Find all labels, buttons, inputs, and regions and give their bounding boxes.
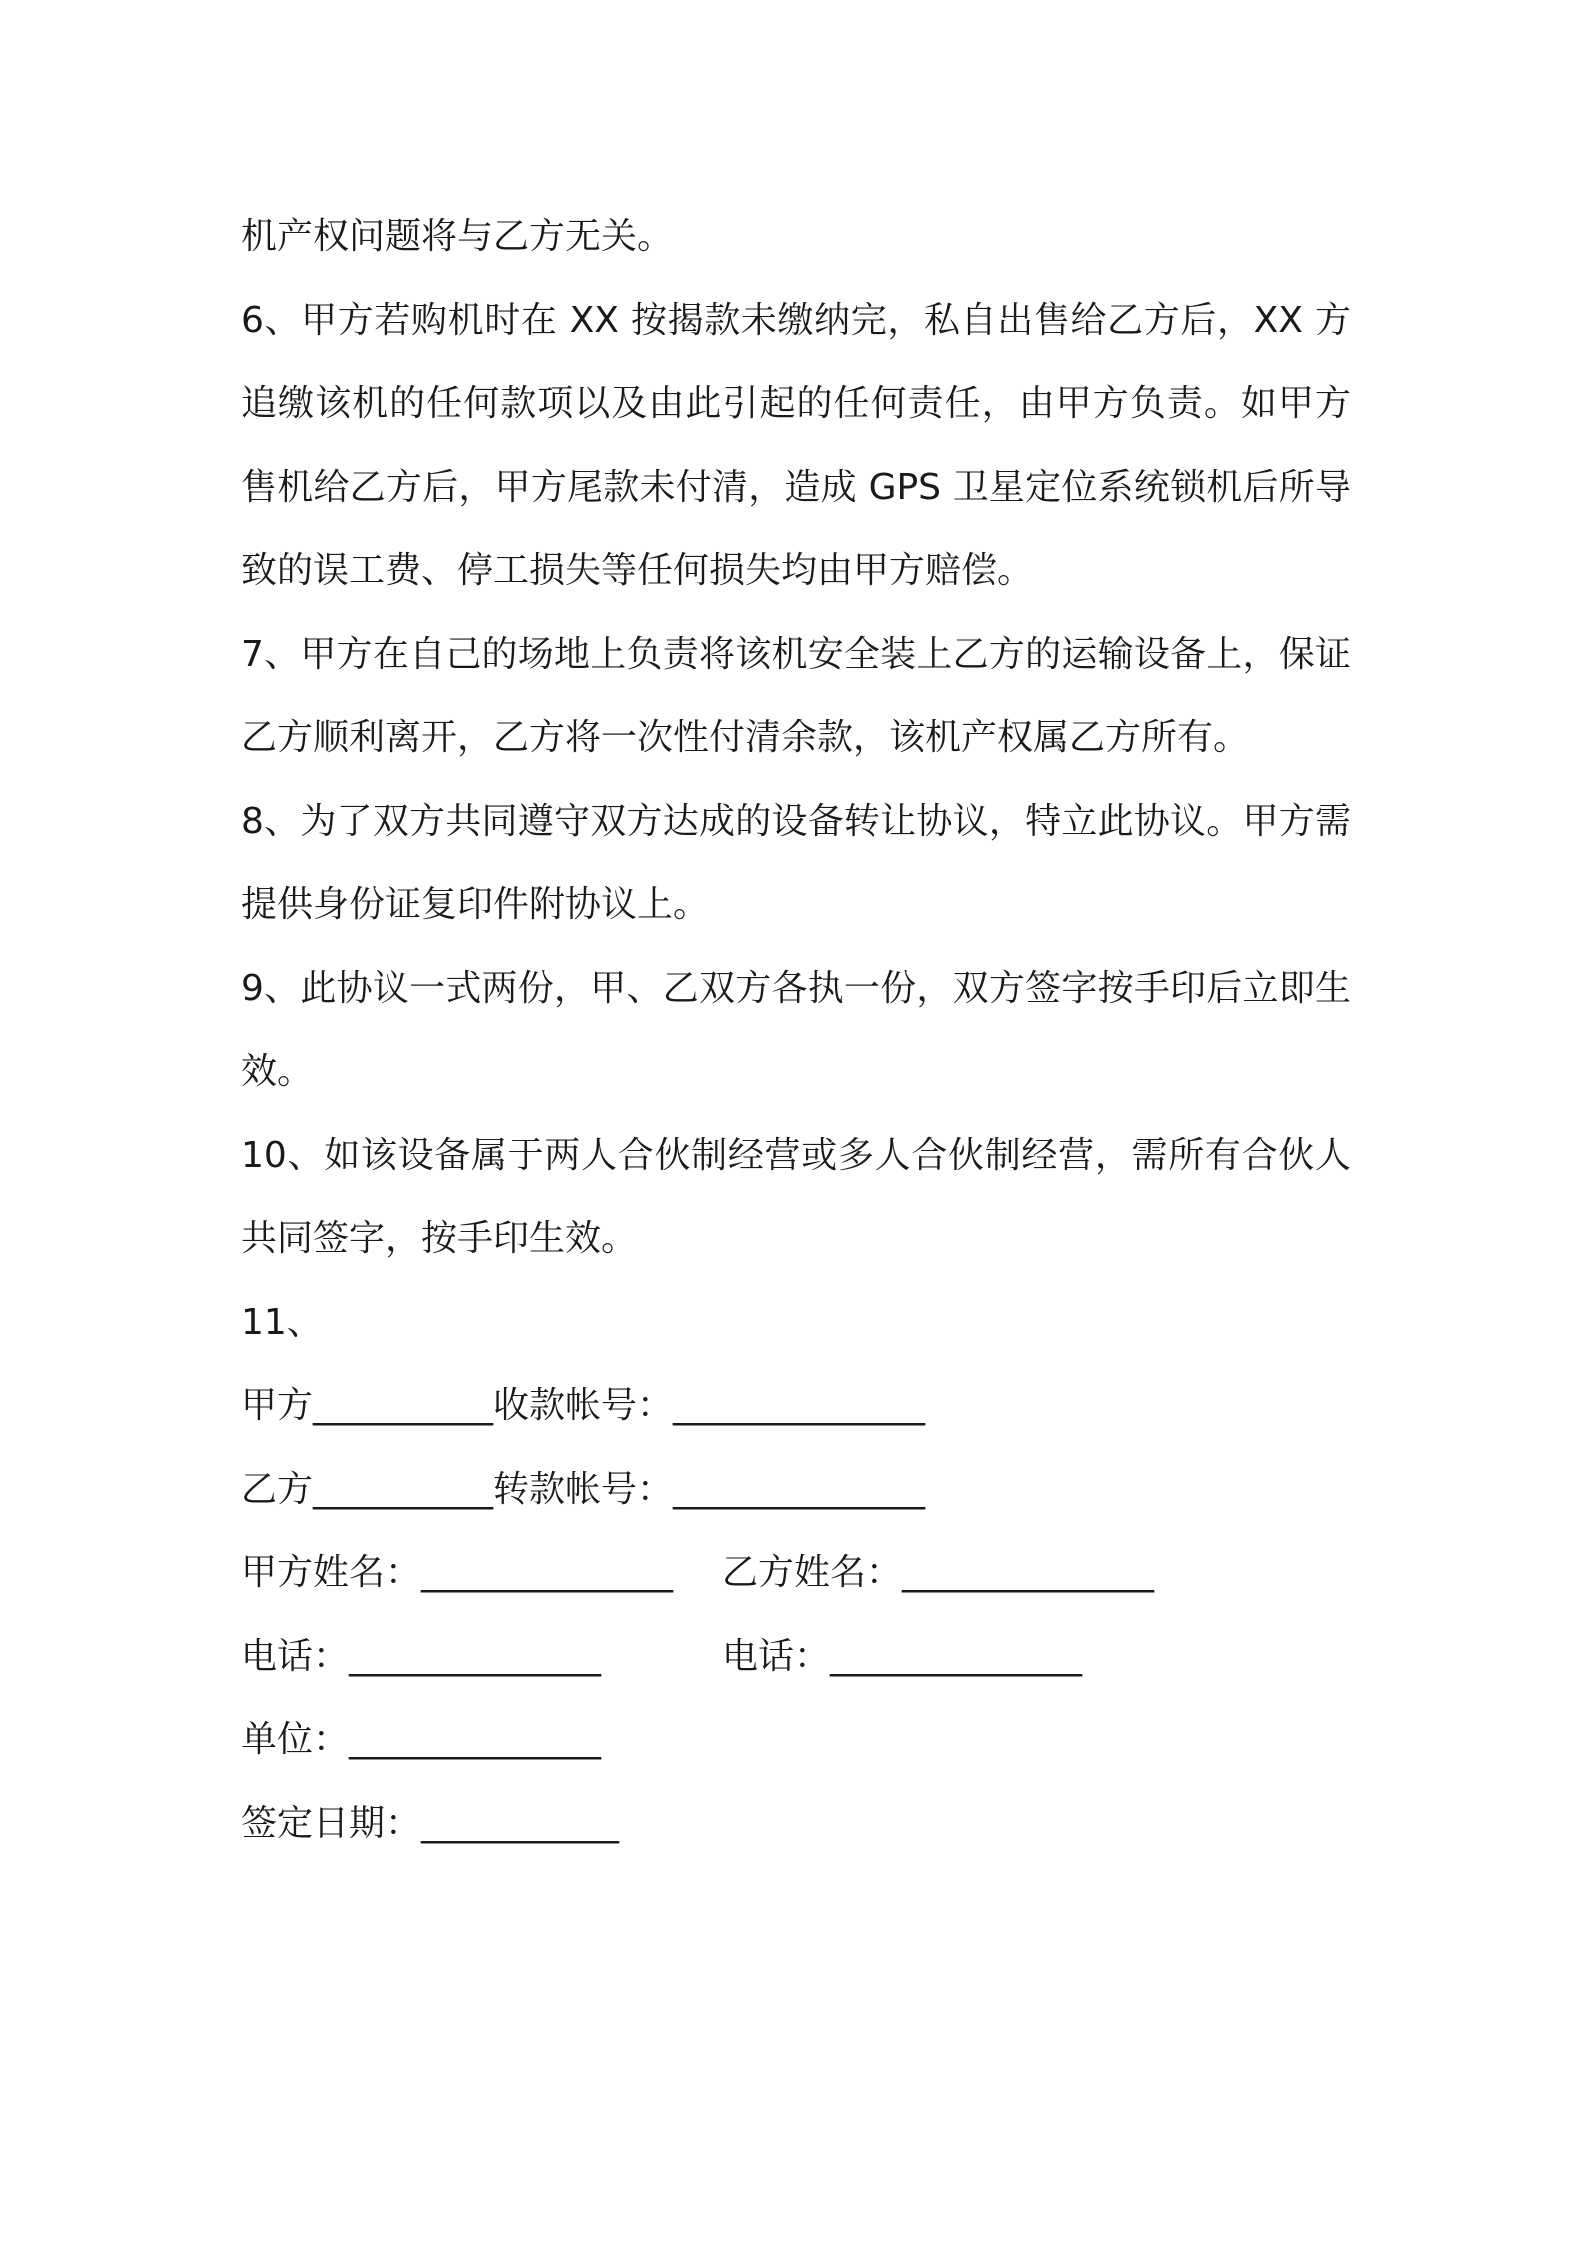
unit-field: 单位：______________ (241, 1719, 602, 1760)
party-a-account-field: 甲方__________收款帐号：______________ (241, 1385, 926, 1426)
clause-7: 7、甲方在自己的场地上负责将该机安全装上乙方的运输设备上，保证乙方顺利离开，乙方将一次性付清余款，该机产权属乙方所有。 (241, 633, 1351, 758)
clause-11: 11、 (241, 1301, 323, 1343)
party-a-account-row (241, 1364, 1351, 1448)
names-row (241, 1531, 1351, 1615)
clause-5-continuation: 机产权问题将与乙方无关。 (241, 216, 674, 257)
party-b-name-field: 乙方姓名：______________ (722, 1552, 1155, 1593)
party-b-account-field: 乙方__________转款帐号：______________ (241, 1468, 926, 1510)
clause-8: 8、为了双方共同遵守双方达成的设备转让协议，特立此协议。甲方需提供身份证复印件附协议上。 (241, 800, 1351, 925)
sign-date-row (241, 1782, 1351, 1866)
phones-row (241, 1615, 1351, 1699)
party-a-name-field: 甲方姓名：______________ (241, 1552, 674, 1593)
document-body (241, 195, 1351, 1865)
sign-date-field: 签定日期：___________ (241, 1802, 620, 1844)
clause-9: 9、此协议一式两份，甲、乙双方各执一份，双方签字按手印后立即生效。 (241, 967, 1351, 1092)
party-a-phone-field: 电话：______________ (241, 1635, 602, 1677)
party-b-phone-field: 电话：______________ (722, 1635, 1083, 1677)
party-b-account-row (241, 1448, 1351, 1532)
clause-10: 10、如该设备属于两人合伙制经营或多人合伙制经营，需所有合伙人共同签字，按手印生效。 (241, 1134, 1351, 1259)
clause-6: 6、甲方若购机时在 XX 按揭款未缴纳完，私自出售给乙方后，XX 方追缴该机的任何款项以及由此引起的任何责任，由甲方负责。如甲方售机给乙方后，甲方尾款未付清，造成 GPS 卫星定位系统锁机后所导致的误工费、停工损失等任何损失均由甲方赔偿。 (241, 299, 1351, 591)
unit-row (241, 1698, 1351, 1782)
